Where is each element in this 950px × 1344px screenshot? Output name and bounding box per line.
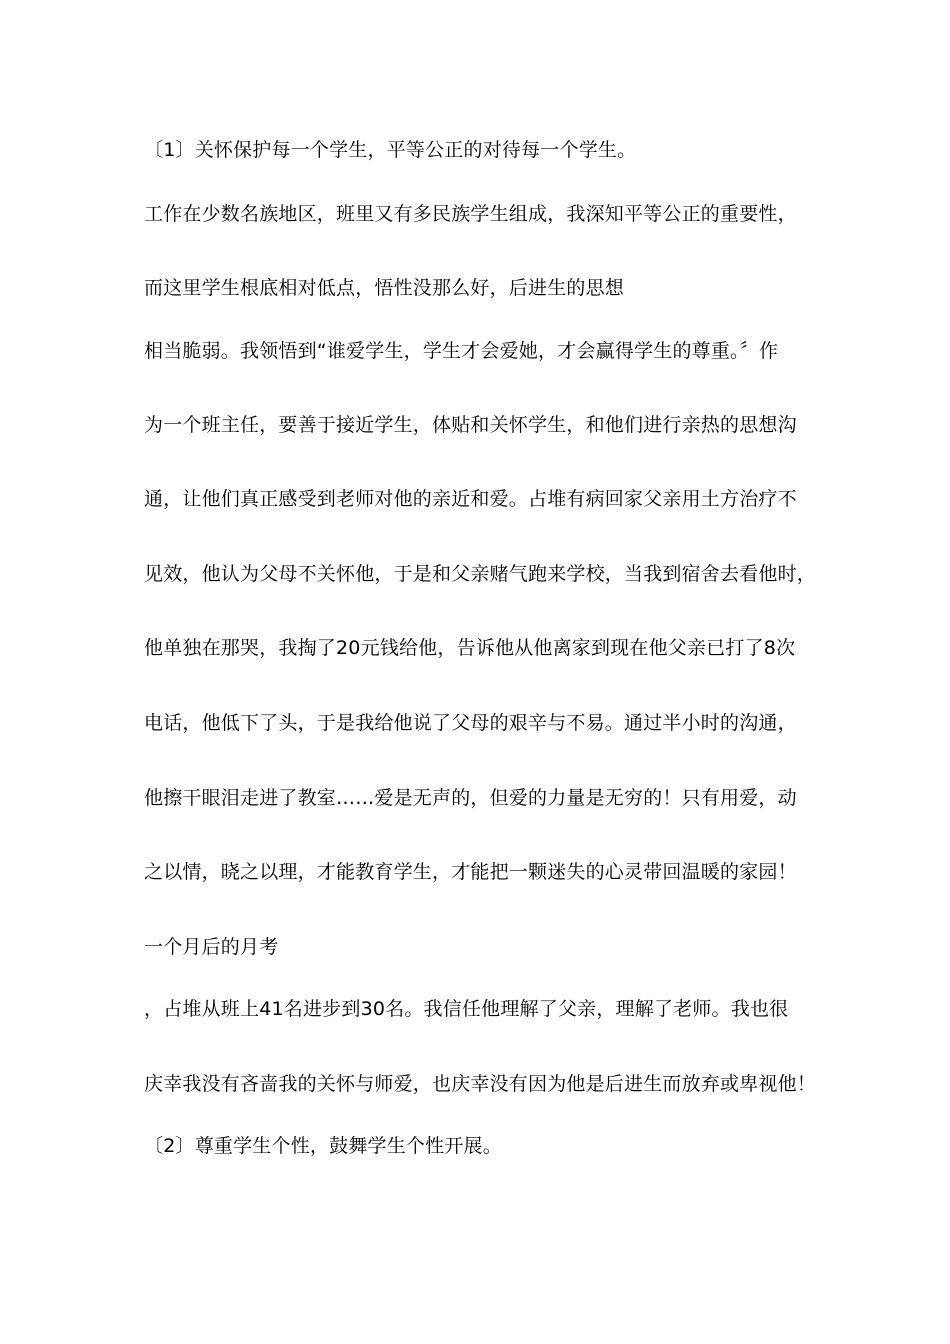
paragraph-line: 电话，他低下了头，于是我给他说了父母的艰辛与不易。通过半小时的沟通， (144, 712, 797, 734)
paragraph-line: 工作在少数名族地区，班里又有多民族学生组成，我深知平等公正的重要性， (144, 203, 797, 225)
paragraph-line: 通，让他们真正感受到老师对他的亲近和爱。占堆有病回家父亲用土方治疗不 (144, 488, 797, 510)
section-heading-1: 〔1〕关怀保护每一个学生，平等公正的对待每一个学生。 (144, 139, 637, 161)
paragraph-line: 相当脆弱。我领悟到“谁爱学生，学生才会爱她，才会赢得学生的尊重。〞作 (144, 340, 779, 362)
paragraph-line: 之以情，晓之以理，才能教育学生，才能把一颗迷失的心灵带回温暖的家园！ (144, 861, 797, 883)
paragraph-line: 见效，他认为父母不关怀他，于是和父亲赌气跑来学校，当我到宿舍去看他时， (144, 563, 817, 585)
paragraph-line: 一个月后的月考 (144, 936, 279, 958)
paragraph-line: 为一个班主任，要善于接近学生，体贴和关怀学生，和他们进行亲热的思想沟 (144, 414, 797, 436)
paragraph-line: 他单独在那哭，我掏了20元钱给他，告诉他从他离家到现在他父亲已打了8次 (144, 637, 796, 659)
section-heading-2: 〔2〕尊重学生个性，鼓舞学生个性开展。 (144, 1135, 502, 1157)
paragraph-line: 他擦干眼泪走进了教室……爱是无声的，但爱的力量是无穷的！只有用爱，动 (144, 787, 797, 809)
paragraph-line: ，占堆从班上41名进步到30名。我信任他理解了父亲，理解了老师。我也很 (144, 998, 789, 1020)
paragraph-line: 而这里学生根底相对低点，悟性没那么好，后进生的思想 (144, 277, 625, 299)
paragraph-line: 庆幸我没有吝啬我的关怀与师爱，也庆幸没有因为他是后进生而放弃或卑视他！ (144, 1073, 817, 1095)
